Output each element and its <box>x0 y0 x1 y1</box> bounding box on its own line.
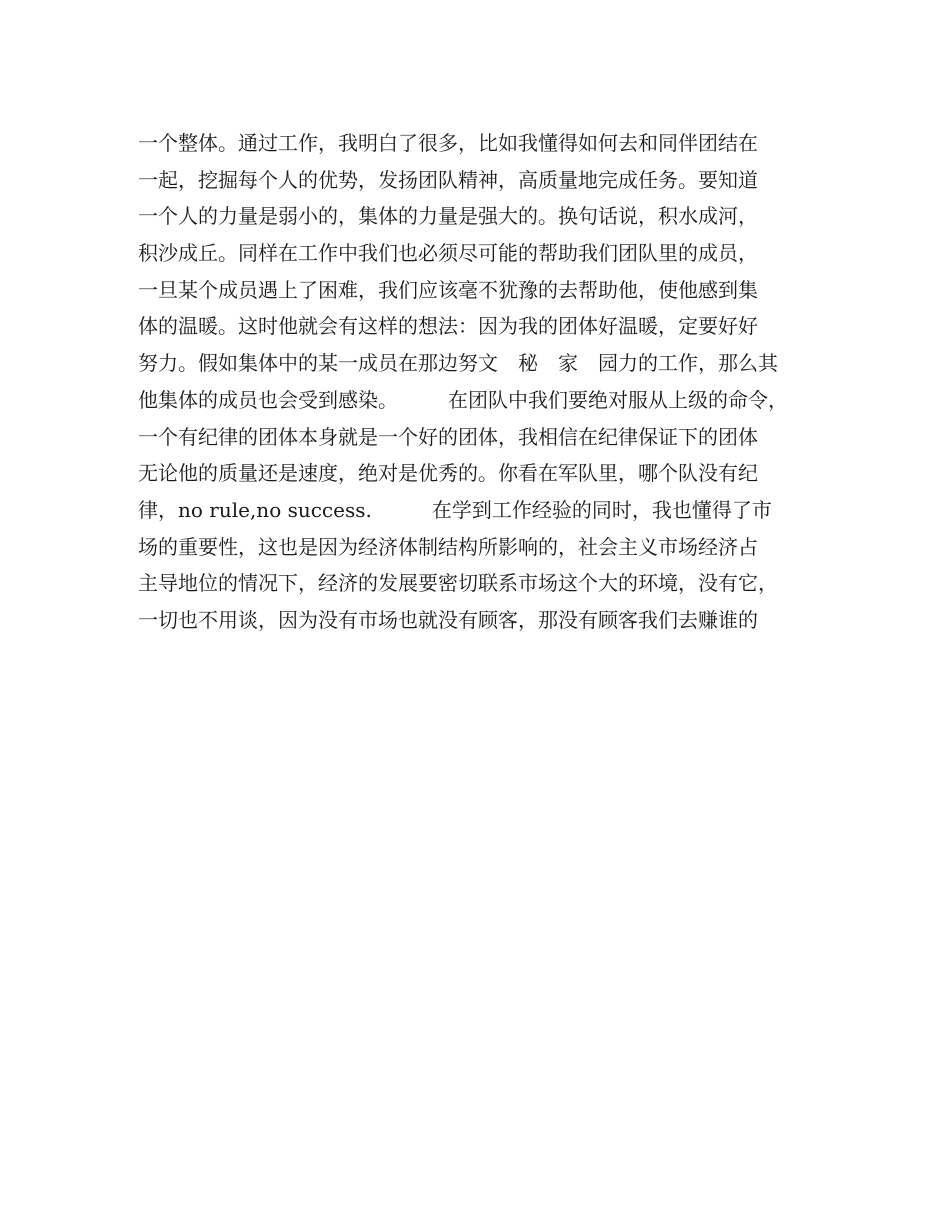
text-line: 无论他的质量还是速度，绝对是优秀的。你看在军队里，哪个队没有纪 <box>138 461 758 486</box>
text-line: 场的重要性，这也是因为经济体制结构所影响的，社会主义市场经济占 <box>138 534 758 559</box>
text-line: 一个人的力量是弱小的，集体的力量是强大的。换句话说，积水成河， <box>138 204 758 229</box>
text-line: 一切也不用谈，因为没有市场也就没有顾客，那没有顾客我们去赚谁的 <box>138 607 758 632</box>
text-line: 一起，挖掘每个人的优势，发扬团队精神，高质量地完成任务。要知道 <box>138 167 758 192</box>
text-line: 一旦某个成员遇上了困难，我们应该毫不犹豫的去帮助他，使他感到集 <box>138 277 758 302</box>
text-line: 积沙成丘。同样在工作中我们也必须尽可能的帮助我们团队里的成员， <box>138 241 758 266</box>
text-line: 一个有纪律的团体本身就是一个好的团体，我相信在纪律保证下的团体 <box>138 424 758 449</box>
text-line: 主导地位的情况下，经济的发展要密切联系市场这个大的环境，没有它， <box>138 571 778 596</box>
text-line: 体的温暖。这时他就会有这样的想法：因为我的团体好温暖，定要好好 <box>138 314 758 339</box>
text-line: 一个整体。通过工作，我明白了很多，比如我懂得如何去和同伴团结在 <box>138 131 758 155</box>
text-line: 努力。假如集体中的某一成员在那边努文 秘 家 园力的工作，那么其 <box>138 351 778 376</box>
text-line: 律，no rule,no success. 在学到工作经验的同时，我也懂得了市 <box>138 497 772 522</box>
text-line: 他集体的成员也会受到感染。 在团队中我们要绝对服从上级的命令， <box>138 387 788 412</box>
body-text <box>138 125 838 639</box>
